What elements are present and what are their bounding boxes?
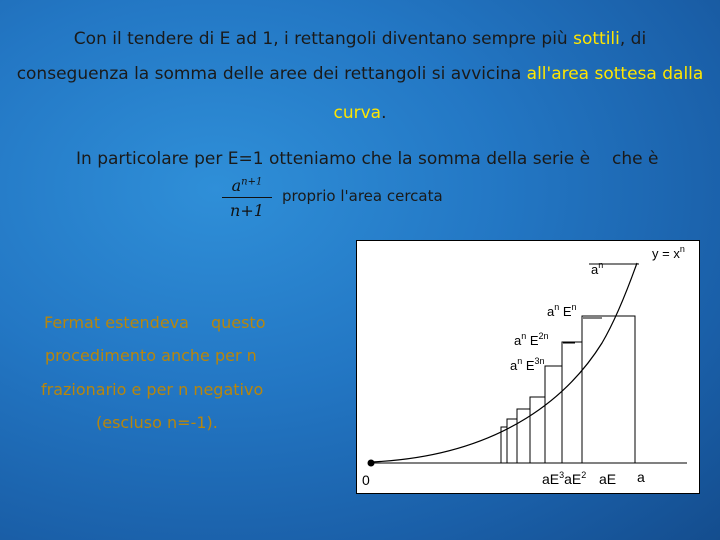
paragraph-line-1 (0, 29, 720, 49)
paragraph-2-text: In particolare per E=1 otteniamo che la somma della serie è (76, 149, 591, 169)
point-label-anE3n: $a^n$ $E^{3n}$ (510, 356, 545, 373)
che-e-text: che è (612, 149, 659, 169)
fermat-line-2: procedimento anche per n (45, 346, 257, 365)
proprio-text: proprio l'area cercata (282, 187, 443, 205)
origin-dot (368, 460, 375, 467)
text: Fermat estendeva (44, 313, 189, 332)
paragraph-line-2 (0, 64, 720, 84)
rectangle (562, 342, 582, 463)
point-label-anE2n: $a^n$ $E^{2n}$ (514, 331, 549, 348)
point-label-anEn: $a^n$ $E^n$ (547, 302, 577, 319)
graph-figure (356, 240, 700, 494)
fermat-line-4: (escluso n=-1). (96, 413, 218, 432)
text: , di (619, 29, 647, 49)
rectangle (582, 316, 635, 463)
formula-numerator: $a^{n+1}$ (231, 176, 263, 195)
x-label-aE3: $aE^3aE^2$ (542, 470, 587, 487)
formula-denominator: n+1 (230, 201, 264, 220)
x-label-zero: 0 (362, 472, 370, 488)
text: questo (210, 313, 266, 332)
x-label-a: a (637, 469, 645, 485)
paragraph-line-3 (0, 103, 720, 123)
formula-fraction (222, 176, 272, 220)
rectangle (507, 419, 517, 463)
graph-svg (357, 241, 699, 493)
rectangle (545, 366, 562, 463)
text: Con il tendere di E ad 1, i rettangoli diventano sempre più (73, 29, 574, 49)
highlight-text: sottili (573, 29, 620, 49)
text: conseguenza la somma delle aree dei rettangoli si avvicina (16, 64, 527, 84)
curve (371, 263, 637, 462)
rectangle (501, 427, 507, 463)
fermat-line-3: frazionario e per n negativo (41, 380, 264, 399)
highlight-text: curva (333, 103, 382, 123)
x-label-aE: aE (599, 471, 617, 487)
highlight-text: all'area sottesa dalla (526, 64, 704, 84)
point-label-an: $a^n$ (591, 260, 604, 277)
text: . (381, 103, 387, 123)
curve-label: $y = x^n$ (652, 244, 685, 261)
fermat-line-1 (44, 313, 265, 332)
fraction-bar (222, 197, 272, 198)
